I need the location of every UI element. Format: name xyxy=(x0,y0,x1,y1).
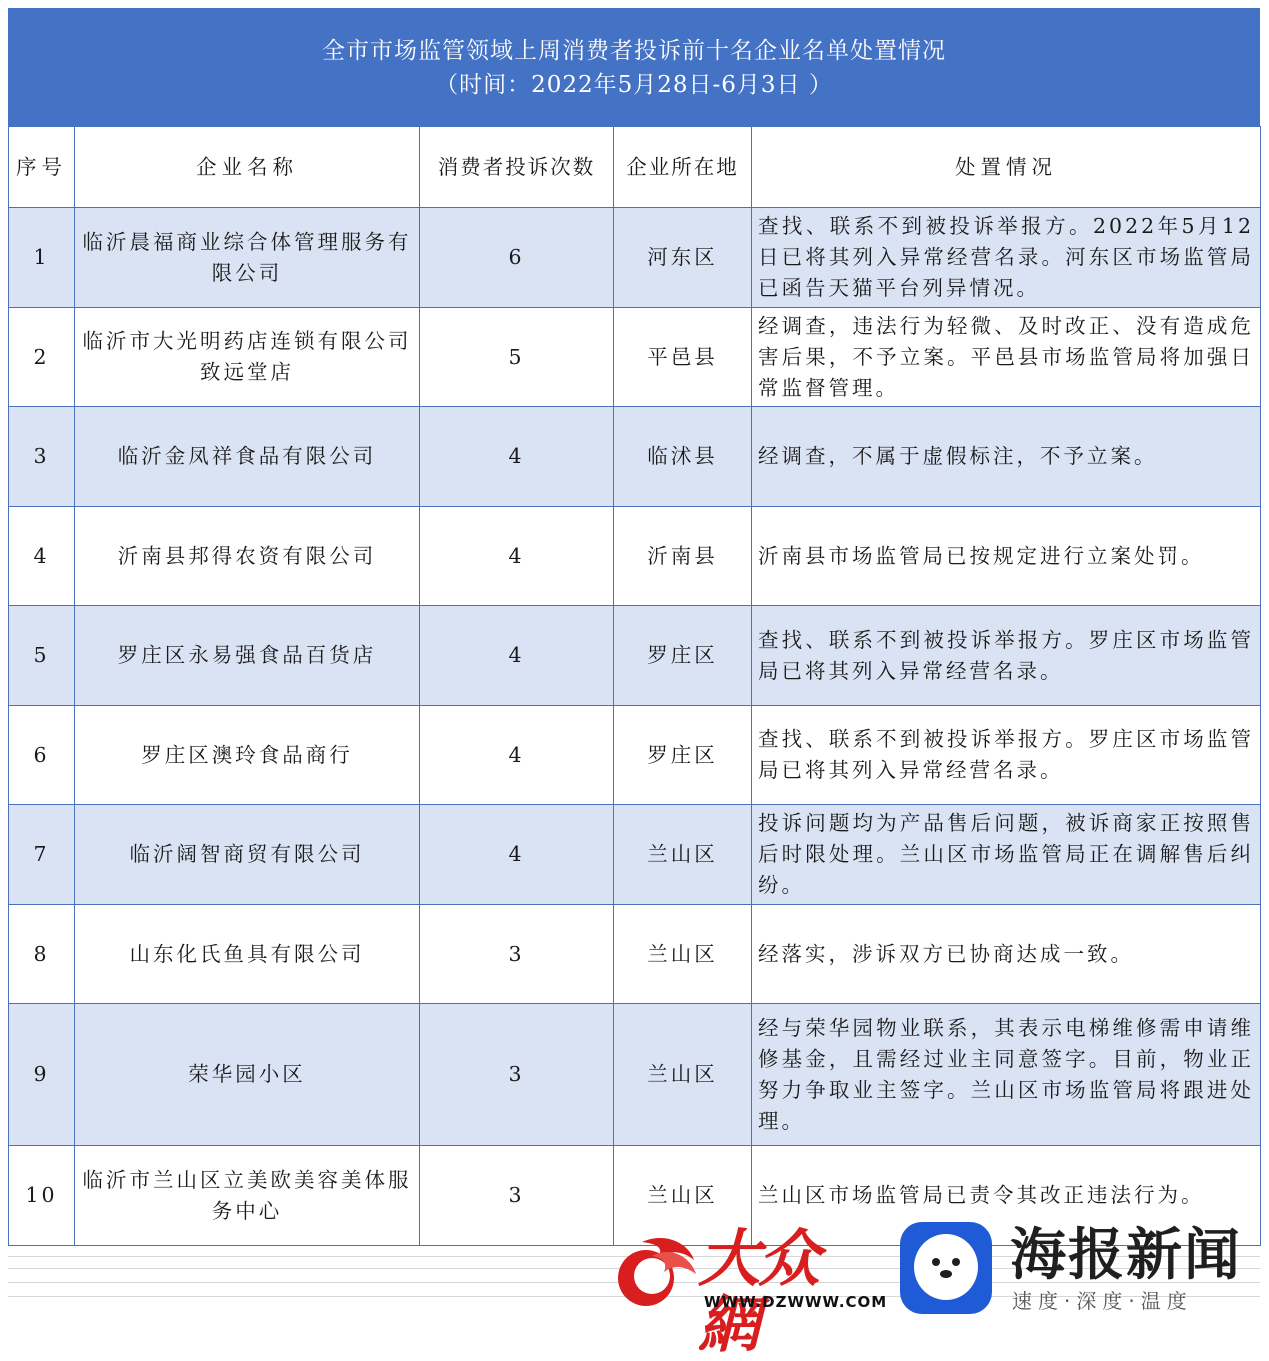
dazhong-brand: 大众網 xyxy=(698,1222,819,1361)
row-action: 经调查，违法行为轻微、及时改正、没有造成危害后果，不予立案。平邑县市场监管局将加强日常监督管理。 xyxy=(752,308,1261,407)
row-index: 4 xyxy=(9,507,75,606)
row-count: 4 xyxy=(420,407,614,507)
row-area: 兰山区 xyxy=(614,1146,752,1246)
complaint-sheet xyxy=(8,8,1260,1246)
row-action: 经落实，涉诉双方已协商达成一致。 xyxy=(752,905,1261,1004)
row-index: 1 xyxy=(9,208,75,308)
header-area: 企业所在地 xyxy=(614,127,752,208)
row-company: 临沂金凤祥食品有限公司 xyxy=(75,407,420,507)
dazhong-url: WWW.DZWWW.COM xyxy=(704,1293,888,1311)
row-count: 6 xyxy=(420,208,614,308)
row-index: 8 xyxy=(9,905,75,1004)
row-company: 临沂市兰山区立美欧美容美体服务中心 xyxy=(75,1146,420,1246)
row-index: 7 xyxy=(9,805,75,905)
row-company: 沂南县邦得农资有限公司 xyxy=(75,507,420,606)
row-count: 3 xyxy=(420,1146,614,1246)
table-row xyxy=(9,1004,1261,1146)
row-area: 兰山区 xyxy=(614,905,752,1004)
row-company: 临沂晨福商业综合体管理服务有限公司 xyxy=(75,208,420,308)
title-main: 全市市场监管领域上周消费者投诉前十名企业名单处置情况 xyxy=(322,38,946,64)
row-area: 兰山区 xyxy=(614,805,752,905)
row-company: 山东化氏鱼具有限公司 xyxy=(75,905,420,1004)
title-period: （时间：2022年5月28日-6月3日 ） xyxy=(435,72,833,98)
row-index: 2 xyxy=(9,308,75,407)
row-action: 兰山区市场监管局已责令其改正违法行为。 xyxy=(752,1146,1261,1246)
table-row xyxy=(9,606,1261,706)
table-row xyxy=(9,805,1261,905)
complaint-table xyxy=(8,126,1261,1246)
row-area: 兰山区 xyxy=(614,1004,752,1146)
table-row xyxy=(9,208,1261,308)
row-area: 罗庄区 xyxy=(614,706,752,805)
row-index: 10 xyxy=(9,1146,75,1246)
row-area: 河东区 xyxy=(614,208,752,308)
flame-logo-icon xyxy=(612,1222,704,1314)
row-index: 9 xyxy=(9,1004,75,1146)
row-index: 5 xyxy=(9,606,75,706)
header-company: 企业名称 xyxy=(75,127,420,208)
row-count: 3 xyxy=(420,905,614,1004)
table-row xyxy=(9,507,1261,606)
header-count: 消费者投诉次数 xyxy=(420,127,614,208)
row-count: 3 xyxy=(420,1004,614,1146)
row-area: 临沭县 xyxy=(614,407,752,507)
table-row xyxy=(9,905,1261,1004)
row-action: 查找、联系不到被投诉举报方。罗庄区市场监管局已将其列入异常经营名录。 xyxy=(752,606,1261,706)
table-row xyxy=(9,407,1261,507)
row-company: 临沂阔智商贸有限公司 xyxy=(75,805,420,905)
title-banner xyxy=(8,8,1260,126)
row-count: 4 xyxy=(420,606,614,706)
haibao-slogan: 速度·深度·温度 xyxy=(1012,1289,1193,1313)
row-company: 临沂市大光明药店连锁有限公司致远堂店 xyxy=(75,308,420,407)
row-action: 投诉问题均为产品售后问题，被诉商家正按照售后时限处理。兰山区市场监管局正在调解售后纠纷。 xyxy=(752,805,1261,905)
row-company: 罗庄区永易强食品百货店 xyxy=(75,606,420,706)
row-count: 4 xyxy=(420,507,614,606)
row-count: 4 xyxy=(420,805,614,905)
row-count: 4 xyxy=(420,706,614,805)
haibao-watermark xyxy=(900,1222,1255,1316)
table-row xyxy=(9,706,1261,805)
table-row xyxy=(9,308,1261,407)
row-area: 平邑县 xyxy=(614,308,752,407)
row-company: 罗庄区澳玲食品商行 xyxy=(75,706,420,805)
header-index: 序号 xyxy=(9,127,75,208)
haibao-seal-icon xyxy=(900,1222,992,1314)
row-index: 3 xyxy=(9,407,75,507)
table-header-row xyxy=(9,127,1261,208)
row-index: 6 xyxy=(9,706,75,805)
row-action: 查找、联系不到被投诉举报方。2022年5月12日已将其列入异常经营名录。河东区市场监管局已函告天猫平台列异情况。 xyxy=(752,208,1261,308)
row-area: 罗庄区 xyxy=(614,606,752,706)
row-action: 经与荣华园物业联系，其表示电梯维修需申请维修基金，且需经过业主同意签字。目前，物业正努力争取业主签字。兰山区市场监管局将跟进处理。 xyxy=(752,1004,1261,1146)
haibao-brand: 海报新闻 xyxy=(1010,1223,1242,1288)
row-action: 经调查，不属于虚假标注，不予立案。 xyxy=(752,407,1261,507)
row-area: 沂南县 xyxy=(614,507,752,606)
row-action: 查找、联系不到被投诉举报方。罗庄区市场监管局已将其列入异常经营名录。 xyxy=(752,706,1261,805)
row-company: 荣华园小区 xyxy=(75,1004,420,1146)
header-action: 处置情况 xyxy=(752,127,1261,208)
row-count: 5 xyxy=(420,308,614,407)
row-action: 沂南县市场监管局已按规定进行立案处罚。 xyxy=(752,507,1261,606)
dazhong-watermark xyxy=(612,1222,888,1361)
